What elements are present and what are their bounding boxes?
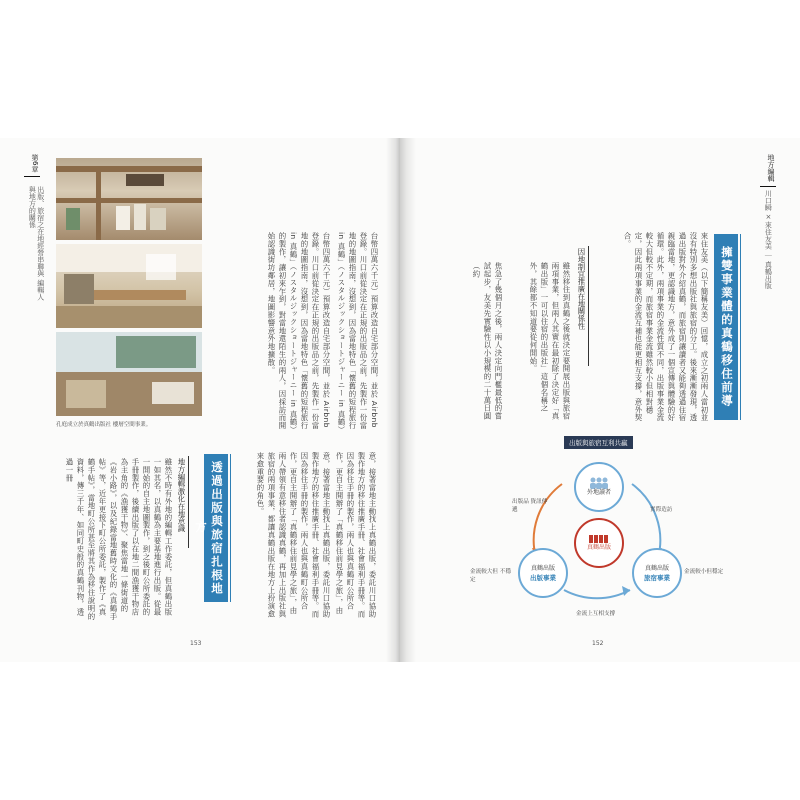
body-column: 台幣四萬六千元）預算改造自宅部分空間，並於 Airbnb 登錄。川口前從決定在正規的出版品之前，先製作一份當地的地圖指南，沒想到，因為當地特色「懷舊的短程旅行 in 真鶴」（ノスタルジックショートジャーニー in 真鶴） — [337, 232, 379, 431]
node-lodging — [632, 548, 682, 598]
gutter-shadow-right — [400, 138, 416, 662]
photo-caption: 孔庭成立於真鶴出版社 樓層空間事業。 — [56, 422, 152, 428]
node-logo — [574, 518, 624, 568]
node-outside-readers — [574, 462, 624, 512]
page-number: 153 — [190, 640, 202, 647]
diagram-title: 出版與旅宿互利共贏 — [564, 436, 633, 449]
edge-label: 實際造訪 — [650, 507, 673, 513]
node-label: 真鶴出版 — [586, 544, 611, 551]
node-label-strong: 出版事業 — [530, 573, 556, 582]
chapter-tab: 地方編輯 — [760, 150, 776, 187]
subhead: 地方編輯激化在地意識 — [177, 458, 186, 532]
gutter-shadow-left — [386, 138, 400, 662]
body-column: 雖然移住到真鶴之後就決定要開展出版與旅宿兩項事業，但兩人其實在最初除了決定好「真鶴出版」一可以住宿的出版社」這個名稱之外，其餘都不知道要從何開始。 — [529, 262, 571, 420]
people-icon — [588, 477, 610, 489]
edge-label: 金流上互相支撐 — [576, 611, 616, 617]
node-label-strong: 旅宿事業 — [644, 573, 670, 582]
node-publishing — [518, 548, 568, 598]
node-label: 真鶴出版 — [644, 564, 669, 572]
body-column: 焦急了幾個月之後，兩人決定向門檻最低的嘗試起步，友美先實驗性以小規模的二十萬日圓（約 — [472, 262, 503, 420]
edge-label: 金流較大但 不穩定 — [470, 569, 511, 583]
subhead: 因地制宜推廣在地關係性 — [577, 248, 586, 330]
photo-shelf — [56, 158, 202, 240]
chapter-tab: 第6章 — [24, 150, 40, 177]
running-head: 川口瞬 ×來住友美 ｜ 真鶴出版 — [764, 190, 773, 289]
body-column: 雖然不時有外地的編輯工作委託，但真鶴出版一如其名，以真鶴為主要基地進行出版。從最一開始的自主地圖製作，到之後町公所委託的手冊製作，後續出版了以在地二間漁獲干物店為主角的《漁獲干物》、聚焦當地一條街道的《岩小路》，以及紀錄當地舊時文化的《真鶴手帖》等，近年更接下町公所委託，製作了《真鶴手帖》，當地町公所甚至將其作為移住說明的資料，傳三千年、如同町史般的真鶴刊物，透過一冊 — [65, 458, 173, 621]
body-column: 來住友美（以下簡稱友美）回憶，成立之初兩人當初並沒有特別多想出版社與旅宿的分工。後來漸漸發現，透過出版對外介紹真鶴，而旅宿則讓讀者又能夠透過住宿親臨當地，更認識地方，意外成了一個宣傳與體驗的好循環。此外，兩項事業的金流性質不同，出版事業金流較大但較不定期，而旅宿事業金流雖然較小但相對穩定，因此兩項事業的金流互補也能更相互支撐，意外契合。 — [623, 232, 709, 422]
running-head: 出版、旅宿之在地經營串聯與 編輯人與地方的關係 — [28, 186, 45, 301]
photo-interior — [56, 244, 202, 328]
page-number: 152 — [592, 640, 604, 647]
subhead-rule — [588, 246, 589, 366]
body-column: 台幣四萬六千元）預算改造自宅部分空間，並於 Airbnb 登錄。川口前從決定在正規的出版品之前，先製作一份當地的地圖指南，沒想到，因為當地特色「懷舊的短程旅行 in 真鶴」（ノスタルジックショートジャーニー in 真鶴）的製作，讓初來乍到，對當地還陌生的兩人，因採訪而開始認識街坊鄰居，地圖影響意外地擴散。 — [267, 232, 331, 431]
books-logo-icon — [588, 534, 610, 544]
node-label: 真鶴出版 — [530, 564, 555, 572]
body-column: 意，接著當地主動找上真鶴出版，委託川口協助製作地方的移住推廣手冊、社會福利手冊等。而因為移住手冊的製作，兩人也與真鶴町公所合作，更自主開辦了「真鶴移住前見學之旅」，由兩人帶領有意移住者認識真鶴，再加上出版社與旅宿的兩項事業，都讓真鶴出版在地方上扮演愈來愈重要的角色。 — [256, 452, 331, 618]
node-label: 外地讀者 — [586, 489, 611, 496]
edge-label: 出版品 資訊傳遞 — [512, 499, 548, 513]
heading-rule — [740, 234, 741, 420]
body-column: 意，接著當地主動找上真鶴出版，委託川口協助製作地方的移住推廣手冊、社會福利手冊等。而因為移住手冊的製作，兩人也與真鶴町公所合作，更自主開辦了「真鶴移住前見學之旅」，由 — [335, 452, 377, 618]
heading-rule — [230, 454, 231, 602]
subhead-rule — [188, 456, 189, 548]
photo-window-room — [56, 332, 202, 416]
edge-label: 金流較小但穩定 — [684, 569, 724, 575]
section-heading: 擁雙事業體的真鶴移住前導 — [714, 234, 738, 420]
section-heading: 透過出版與旅宿扎根地方 — [204, 454, 228, 602]
